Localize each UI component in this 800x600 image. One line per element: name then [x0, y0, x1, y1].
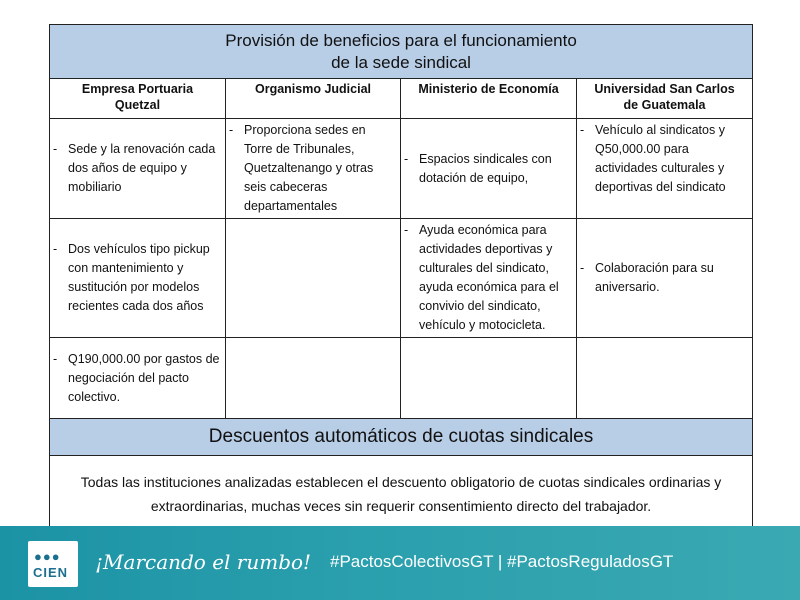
section-title: Descuentos automáticos de cuotas sindicales: [50, 419, 753, 456]
section-title-row: [50, 419, 753, 456]
table-cell-empty: [226, 338, 401, 419]
table-cell: - Sede y la renovación cada dos años de equipo y mobiliario: [50, 119, 226, 219]
table-cell: - Vehículo al sindicatos y Q50,000.00 para actividades culturales y deportivas del sindicato: [577, 119, 753, 219]
table-cell: - Q190,000.00 por gastos de negociación del pacto colectivo.: [50, 338, 226, 419]
cien-logo: [28, 541, 78, 587]
column-header-epq: Empresa Portuaria Quetzal: [50, 79, 226, 119]
column-header-mineco: Ministerio de Economía: [401, 79, 577, 119]
table-cell: - Espacios sindicales con dotación de equipo,: [401, 119, 577, 219]
table-title: [50, 25, 753, 79]
table-cell: - Proporciona sedes en Torre de Tribunales, Quetzaltenango y otras seis cabeceras departamentales: [226, 119, 401, 219]
column-header-row: [50, 79, 753, 119]
table-row: [50, 219, 753, 338]
table-cell-empty: [577, 338, 753, 419]
hashtags: #PactosColectivosGT | #PactosReguladosGT: [330, 552, 674, 571]
table-cell-empty: [226, 219, 401, 338]
table-row: [50, 338, 753, 419]
logo-text: CIEN: [33, 565, 69, 580]
table-title-line1: Provisión de beneficios para el funcionamiento: [225, 30, 577, 50]
table-title-line2: de la sede sindical: [331, 52, 471, 72]
table-cell: - Colaboración para su aniversario.: [577, 219, 753, 338]
summary-text: Todas las instituciones analizadas establecen el descuento obligatorio de cuotas sindicales ordinarias y extraordinarias, muchas veces sin requerir consentimiento directo del trabajador.: [50, 456, 753, 533]
table-row: [50, 119, 753, 219]
benefits-table: [49, 24, 753, 533]
slogan: ¡Marcando el rumbo!: [95, 550, 312, 574]
footer-bar: [0, 526, 800, 600]
column-header-oj: Organismo Judicial: [226, 79, 401, 119]
table-title-row: [50, 25, 753, 79]
summary-row: [50, 456, 753, 533]
table-cell: - Dos vehículos tipo pickup con mantenimiento y sustitución por modelos recientes cada dos años: [50, 219, 226, 338]
logo-dots: ●●●: [34, 549, 61, 564]
column-header-usac: Universidad San Carlos de Guatemala: [577, 79, 753, 119]
table-cell-empty: [401, 338, 577, 419]
table-cell: - Ayuda económica para actividades deportivas y culturales del sindicato, ayuda económica para el convivio del sindicato, vehículo y motocicleta.: [401, 219, 577, 338]
